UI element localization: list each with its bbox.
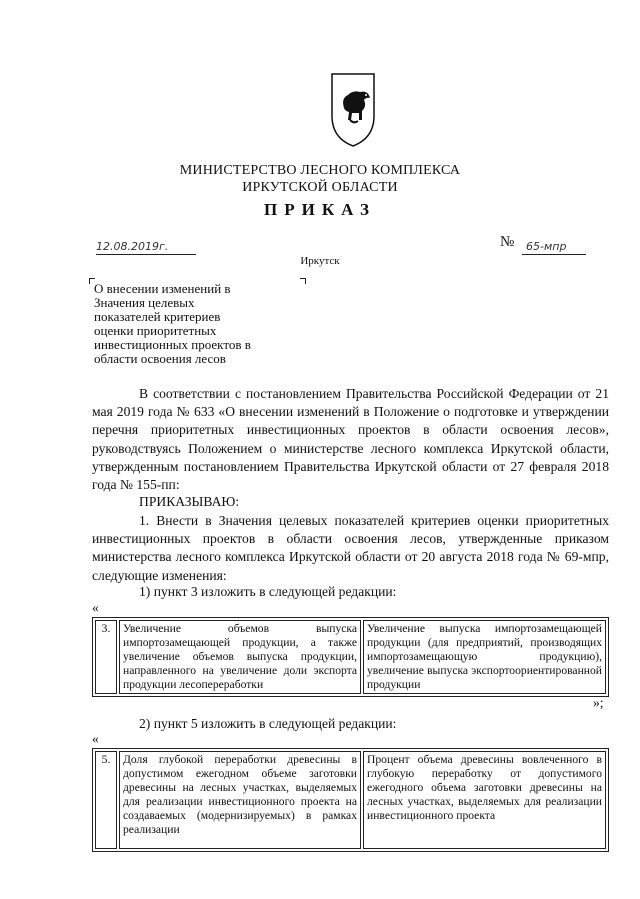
number-label: № — [500, 234, 515, 250]
subject-line: инвестиционных проектов в — [94, 337, 251, 352]
coat-of-arms-emblem — [328, 68, 378, 148]
subject-line: О внесении изменений в — [94, 281, 231, 296]
item-1-paragraph: 1. Внести в Значения целевых показателей критериев оценки приоритетных инвестиционных проектов в области освоения лесов, утвержденные приказом министерства лесного комплекса Иркутской области от 20 августа 2018 года № 69-мпр, следующие изменения: — [92, 513, 609, 583]
table-cell-indicator: Увеличение выпуска импортозамещающей продукции (для предприятий, производящих импортозамещающую продукцию), увеличение выпуска экспортоориентированной продукции — [363, 620, 606, 694]
change-table-item-5 — [92, 748, 609, 852]
handwritten-number: 65-мпр — [526, 240, 567, 253]
subject-line: показателей критериев — [94, 309, 221, 324]
document-type-title: ПРИКАЗ — [264, 200, 376, 219]
preamble-paragraph: В соответствии с постановлением Правительства Российской Федерации от 21 мая 2019 года № 633 «О внесении изменений в Положение о подготовке и утверждении перечня приоритетных инвестиционных проектов в области освоения лесов», руководствуясь Положением о министерстве лесного комплекса Иркутской области, утвержденным постановлением Правительства Иркутской области от 27 февраля 2018 года № 155-пп: — [92, 386, 609, 493]
table-cell-criterion: Увеличение объемов выпуска импортозамещающей продукции, а также увеличение объемов выпуска продукции, направленного на увеличение доли экспорта продукции лесопереработки — [119, 620, 361, 694]
orders-word: ПРИКАЗЫВАЮ: — [139, 494, 240, 509]
table-cell-criterion: Доля глубокой переработки древесины в допустимом ежегодном объеме заготовки древесины на лесных участках, выделяемых для реализации инвестиционного проекта на создаваемых (модернизируемых) в рамках реализации — [119, 751, 361, 849]
number-field — [522, 236, 586, 255]
subject-line: оценки приоритетных — [94, 323, 217, 338]
opening-quote-mark: « — [92, 731, 99, 746]
subject-heading — [94, 282, 304, 366]
opening-quote-mark: « — [92, 600, 99, 615]
subject-line: области освоения лесов — [94, 351, 226, 366]
handwritten-date: 12.08.2019г. — [96, 240, 169, 253]
ministry-name-line1: МИНИСТЕРСТВО ЛЕСНОГО КОМПЛЕКСА — [179, 163, 461, 178]
table-cell-indicator: Процент объема древесины вовлеченного в глубокую переработку от допустимого ежегодного объема заготовки древесины на лесных участках, выделяемых для реализации инвестиционного проекта — [363, 751, 606, 849]
table-cell-number: 5. — [95, 751, 117, 849]
subject-line: Значения целевых — [94, 295, 195, 310]
table-row — [95, 620, 606, 694]
date-field — [96, 236, 196, 255]
ministry-name — [0, 162, 640, 196]
table-cell-number: 3. — [95, 620, 117, 694]
ministry-name-line2: ИРКУТСКОЙ ОБЛАСТИ — [242, 180, 398, 195]
closing-quote-mark: »; — [593, 695, 604, 710]
subitem-1-label: 1) пункт 3 изложить в следующей редакции: — [139, 584, 397, 599]
city-name: Иркутск — [300, 255, 340, 267]
change-table-item-3 — [92, 617, 609, 697]
subitem-2-label: 2) пункт 5 изложить в следующей редакции: — [139, 716, 397, 731]
table-row — [95, 751, 606, 849]
